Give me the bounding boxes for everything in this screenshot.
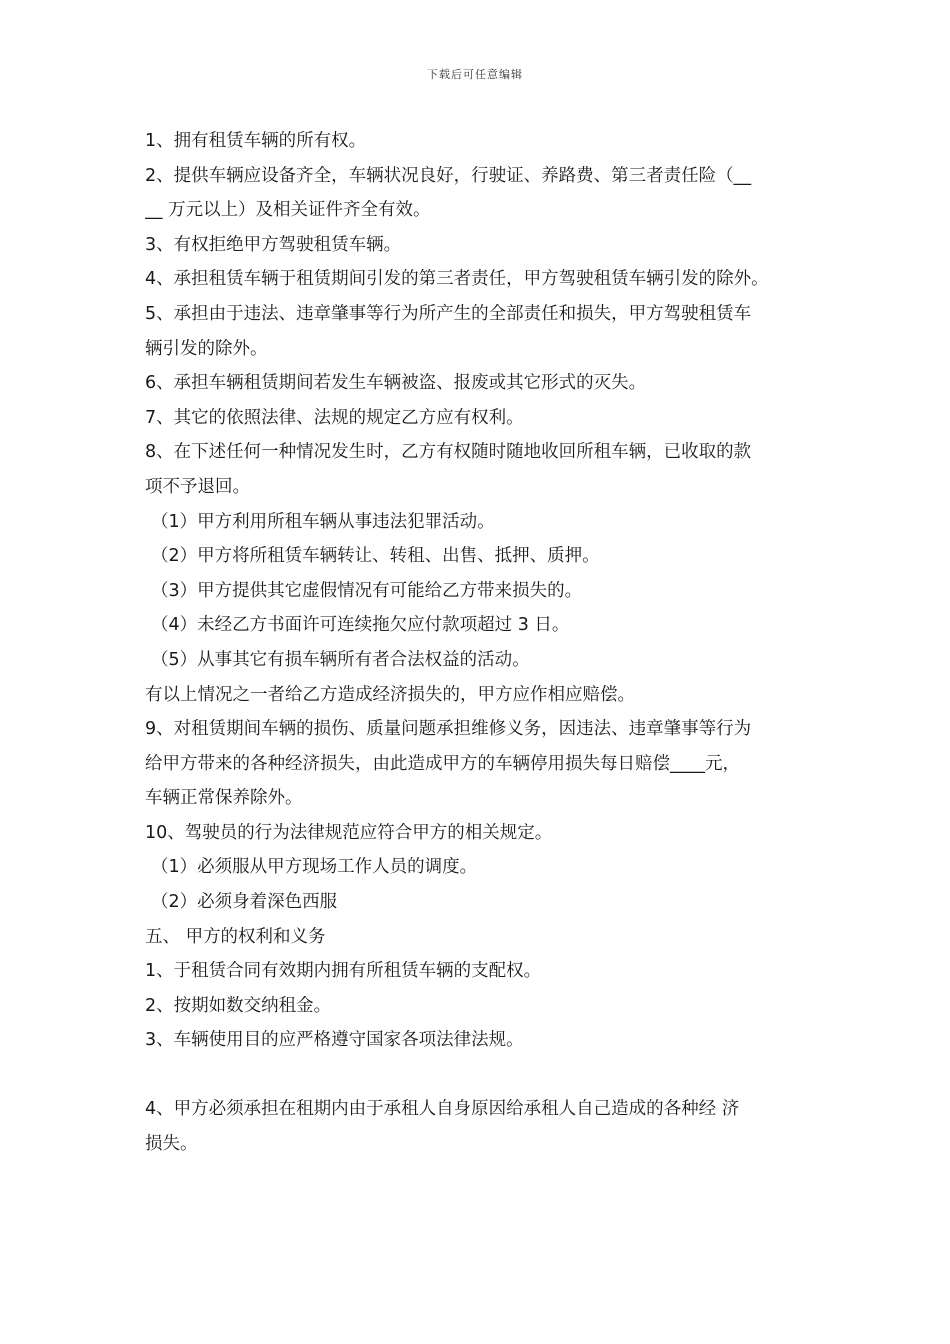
clause-line: 1、拥有租赁车辆的所有权。 [145, 131, 367, 151]
document-body [145, 124, 825, 1161]
clause-line: 给甲方带来的各种经济损失，由此造成甲方的车辆停用损失每日赔偿____元， [145, 753, 740, 774]
clause-line: 项不予退回。 [145, 476, 250, 497]
clause-line: 2、按期如数交纳租金。 [145, 995, 332, 1016]
sub-clause-line: （2）必须身着深色西服 [151, 892, 338, 913]
clause-line: 4、承担租赁车辆于租赁期间引发的第三者责任，甲方驾驶租赁车辆引发的除外。 [145, 269, 769, 290]
section-heading: 五、 甲方的权利和义务 [145, 926, 326, 947]
clause-line: 6、承担车辆租赁期间若发生车辆被盗、报废或其它形式的灭失。 [145, 373, 647, 394]
clause-line: 7、其它的依照法律、法规的规定乙方应有权利。 [145, 407, 524, 428]
sub-clause-line: （3）甲方提供其它虚假情况有可能给乙方带来损失的。 [151, 580, 583, 601]
clause-line: 4、甲方必须承担在租期内由于承租人自身原因给承租人自己造成的各种经 济 [145, 1099, 740, 1120]
clause-line: 3、有权拒绝甲方驾驶租赁车辆。 [145, 234, 402, 255]
blank-spacer [145, 1058, 825, 1092]
clause-line: 有以上情况之一者给乙方造成经济损失的，甲方应作相应赔偿。 [145, 684, 635, 705]
sub-clause-line: （1）必须服从甲方现场工作人员的调度。 [151, 857, 478, 878]
clause-line: 1、于租赁合同有效期内拥有所租赁车辆的支配权。 [145, 961, 542, 982]
clause-line: 9、对租赁期间车辆的损伤、质量问题承担维修义务，因违法、违章肇事等行为 [145, 719, 752, 740]
clause-line: 损失。 [145, 1133, 198, 1154]
clause-line: 3、车辆使用目的应严格遵守国家各项法律法规。 [145, 1030, 524, 1051]
sub-clause-line: （5）从事其它有损车辆所有者合法权益的活动。 [151, 649, 530, 670]
sub-clause-line: （2）甲方将所租赁车辆转让、转租、出售、抵押、质押。 [151, 546, 600, 567]
sub-clause-line: （4）未经乙方书面许可连续拖欠应付款项超过 3 日。 [151, 615, 570, 636]
clause-line: 辆引发的除外。 [145, 338, 268, 359]
clause-line: 8、在下述任何一种情况发生时，乙方有权随时随地收回所租车辆，已收取的款 [145, 442, 752, 463]
clause-line: 车辆正常保养除外。 [145, 788, 303, 809]
clause-line: __ 万元以上）及相关证件齐全有效。 [145, 200, 431, 221]
sub-clause-line: （1）甲方利用所租车辆从事违法犯罪活动。 [151, 511, 495, 532]
clause-line: 10、驾驶员的行为法律规范应符合甲方的相关规定。 [145, 822, 553, 843]
clause-line: 5、承担由于违法、违章肇事等行为所产生的全部责任和损失，甲方驾驶租赁车 [145, 303, 752, 324]
header-note: 下载后可任意编辑 [427, 68, 523, 81]
clause-line: 2、提供车辆应设备齐全，车辆状况良好，行驶证、养路费、第三者责任险（__ [145, 165, 752, 186]
